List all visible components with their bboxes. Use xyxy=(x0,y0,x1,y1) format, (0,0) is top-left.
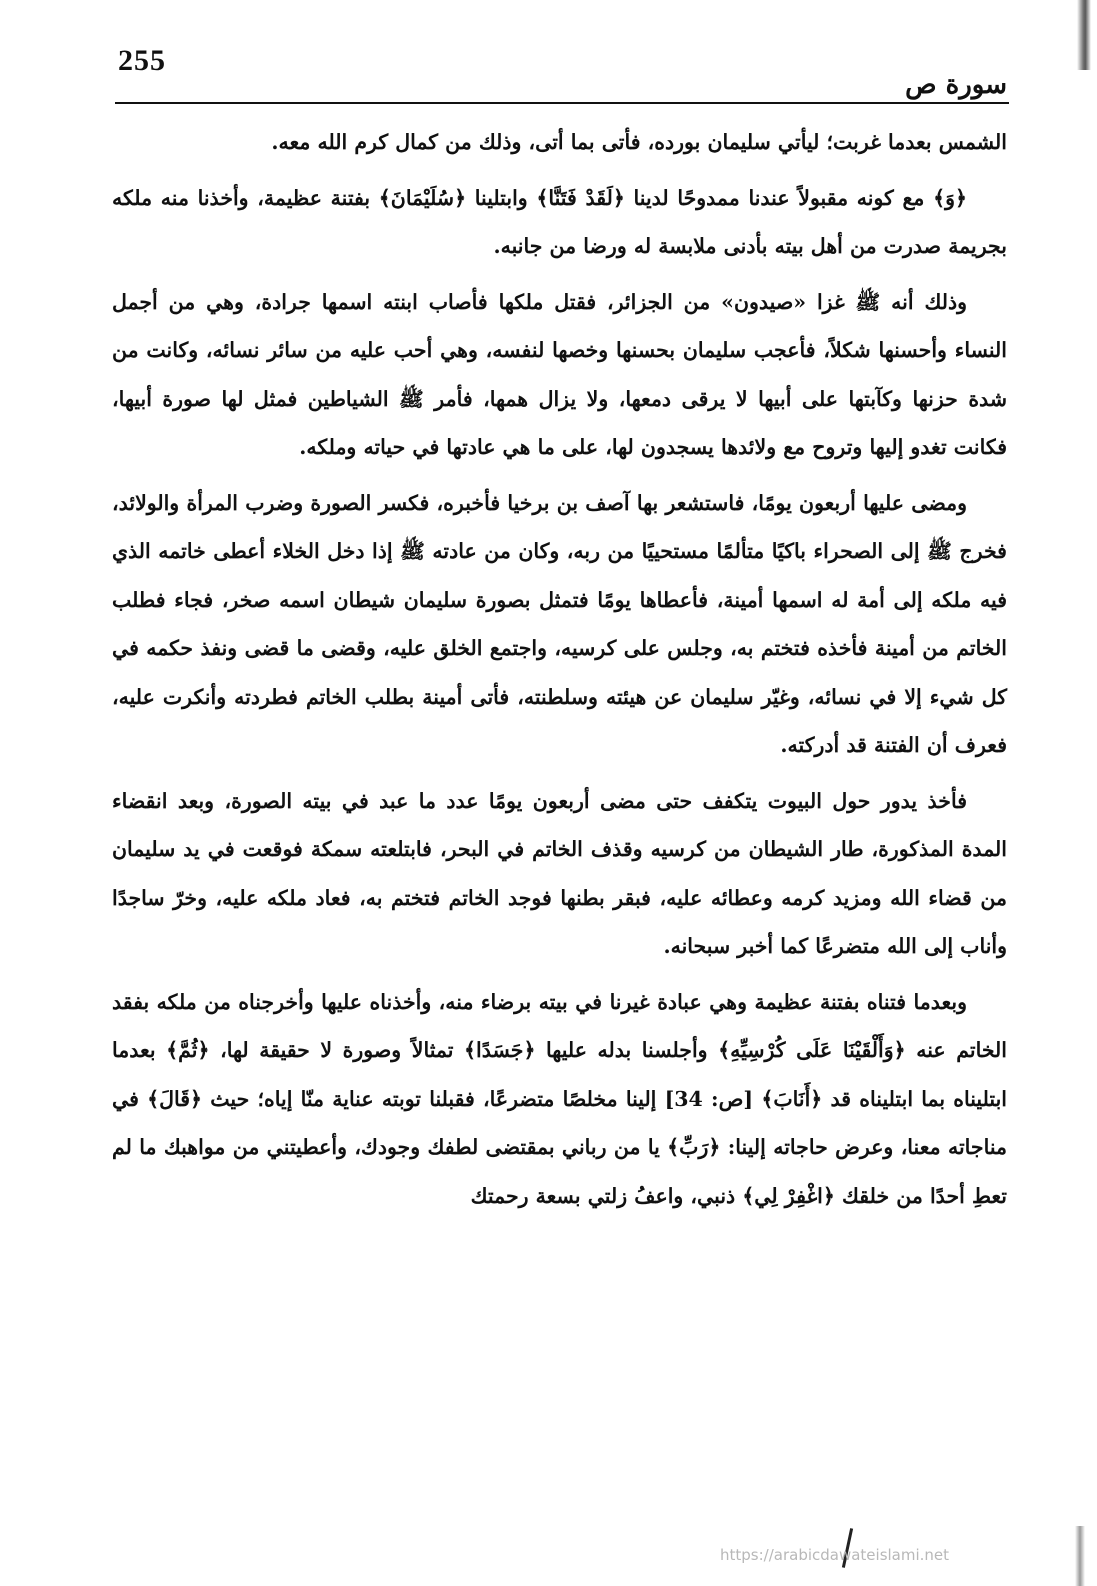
paragraph: ومضى عليها أربعون يومًا، فاستشعر بها آصف بن برخيا فأخبره، فكسر الصورة وضرب المرأة والولائد، فخرج ﷺ إلى الصحراء باكيًا متألمًا مستحييًا من ربه، وكان من عادته ﷺ إذا دخل الخلاء أعطى خاتمه الذي فيه ملكه إلى أمة له اسمها أمينة، فأعطاها يومًا فتمثل بصورة سليمان شيطان اسمه صخر، فجاء فطلب الخاتم من أمينة فأخذه فتختم به، وجلس على كرسيه، واجتمع الخلق عليه، وقضى ما قضى ونفذ حكمه في كل شيء إلا في نسائه، وغيّر سليمان عن هيئته وسلطنته، فأتى أمينة بطلب الخاتم فطردته وأنكرت عليه، فعرف أن الفتنة قد أدركته. xyxy=(112,490,1007,757)
surah-title: سورة ص xyxy=(905,70,1007,100)
paragraph: وذلك أنه ﷺ غزا «صيدون» من الجزائر، فقتل ملكها فأصاب ابنته اسمها جرادة، وهي من أجمل النساء وأحسنها شكلاً، فأعجب سليمان بحسنها وخصها لنفسه، وهي أحب عليه من سائر نسائه، وكانت من شدة حزنها وكآبتها على أبيها لا يرقى دمعها، ولا يزال همها، فأمر ﷺ الشياطين فمثل لها صورة أبيها، فكانت تغدو إليها وتروح مع ولائدها يسجدون لها، على ما هي عادتها في حياته وملكه. xyxy=(112,289,1007,459)
watermark-url: https://arabicdawateislami.net xyxy=(720,1546,950,1564)
page-number: 255 xyxy=(118,44,166,77)
paragraph: ﴿وَ﴾ مع كونه مقبولاً عندنا ممدوحًا لدينا ﴿لَقَدْ فَتَنَّا﴾ وابتلينا ﴿سُلَيْمَانَ﴾ بفتنة عظيمة، وأخذنا منه ملكه بجريمة صدرت من أهل بيته بأدنى ملابسة له ورضا من جانبه. xyxy=(112,185,1007,258)
scan-edge-mark-bottom xyxy=(1075,1526,1085,1586)
header-divider xyxy=(115,102,1009,104)
scan-edge-mark xyxy=(1077,0,1091,70)
paragraph: فأخذ يدور حول البيوت يتكفف حتى مضى أربعون يومًا عدد ما عبد في بيته الصورة، وبعد انقضاء المدة المذكورة، طار الشيطان من كرسيه وقذف الخاتم في البحر، فابتلعته سمكة فوقعت في يد سليمان من قضاء الله ومزيد كرمه وعطائه عليه، فبقر بطنها فوجد الخاتم فتختم به، فعاد ملكه عليه، وخرّ ساجدًا وأناب إلى الله متضرعًا كما أخبر سبحانه. xyxy=(112,788,1007,958)
paragraph: الشمس بعدما غربت؛ ليأتي سليمان بورده، فأتى بما أتى، وذلك من كمال كرم الله معه. xyxy=(271,130,1007,154)
body-text xyxy=(112,118,1007,1227)
paragraph: وبعدما فتناه بفتنة عظيمة وهي عبادة غيرنا في بيته برضاء منه، وأخذناه عليها وأخرجناه من ملكه بفقد الخاتم عنه ﴿وَأَلْقَيْنَا عَلَى كُرْسِيِّهِ﴾ وأجلسنا بدله عليها ﴿جَسَدًا﴾ تمثالاً وصورة لا حقيقة لها، ﴿ثُمَّ﴾ بعدما ابتليناه بما ابتليناه قد ﴿أَنَابَ﴾ [ص: 34] إلينا مخلصًا متضرعًا، فقبلنا توبته عناية منّا إياه؛ حيث ﴿قَالَ﴾ في مناجاته معنا، وعرض حاجاته إلينا: ﴿رَبِّ﴾ يا من رباني بمقتضى لطفك وجودك، وأعطيتني من مواهبك ما لم تعطِ أحدًا من خلقك ﴿اغْفِرْ لِي﴾ ذنبي، واعفُ زلتي بسعة رحمتك xyxy=(112,989,1007,1208)
